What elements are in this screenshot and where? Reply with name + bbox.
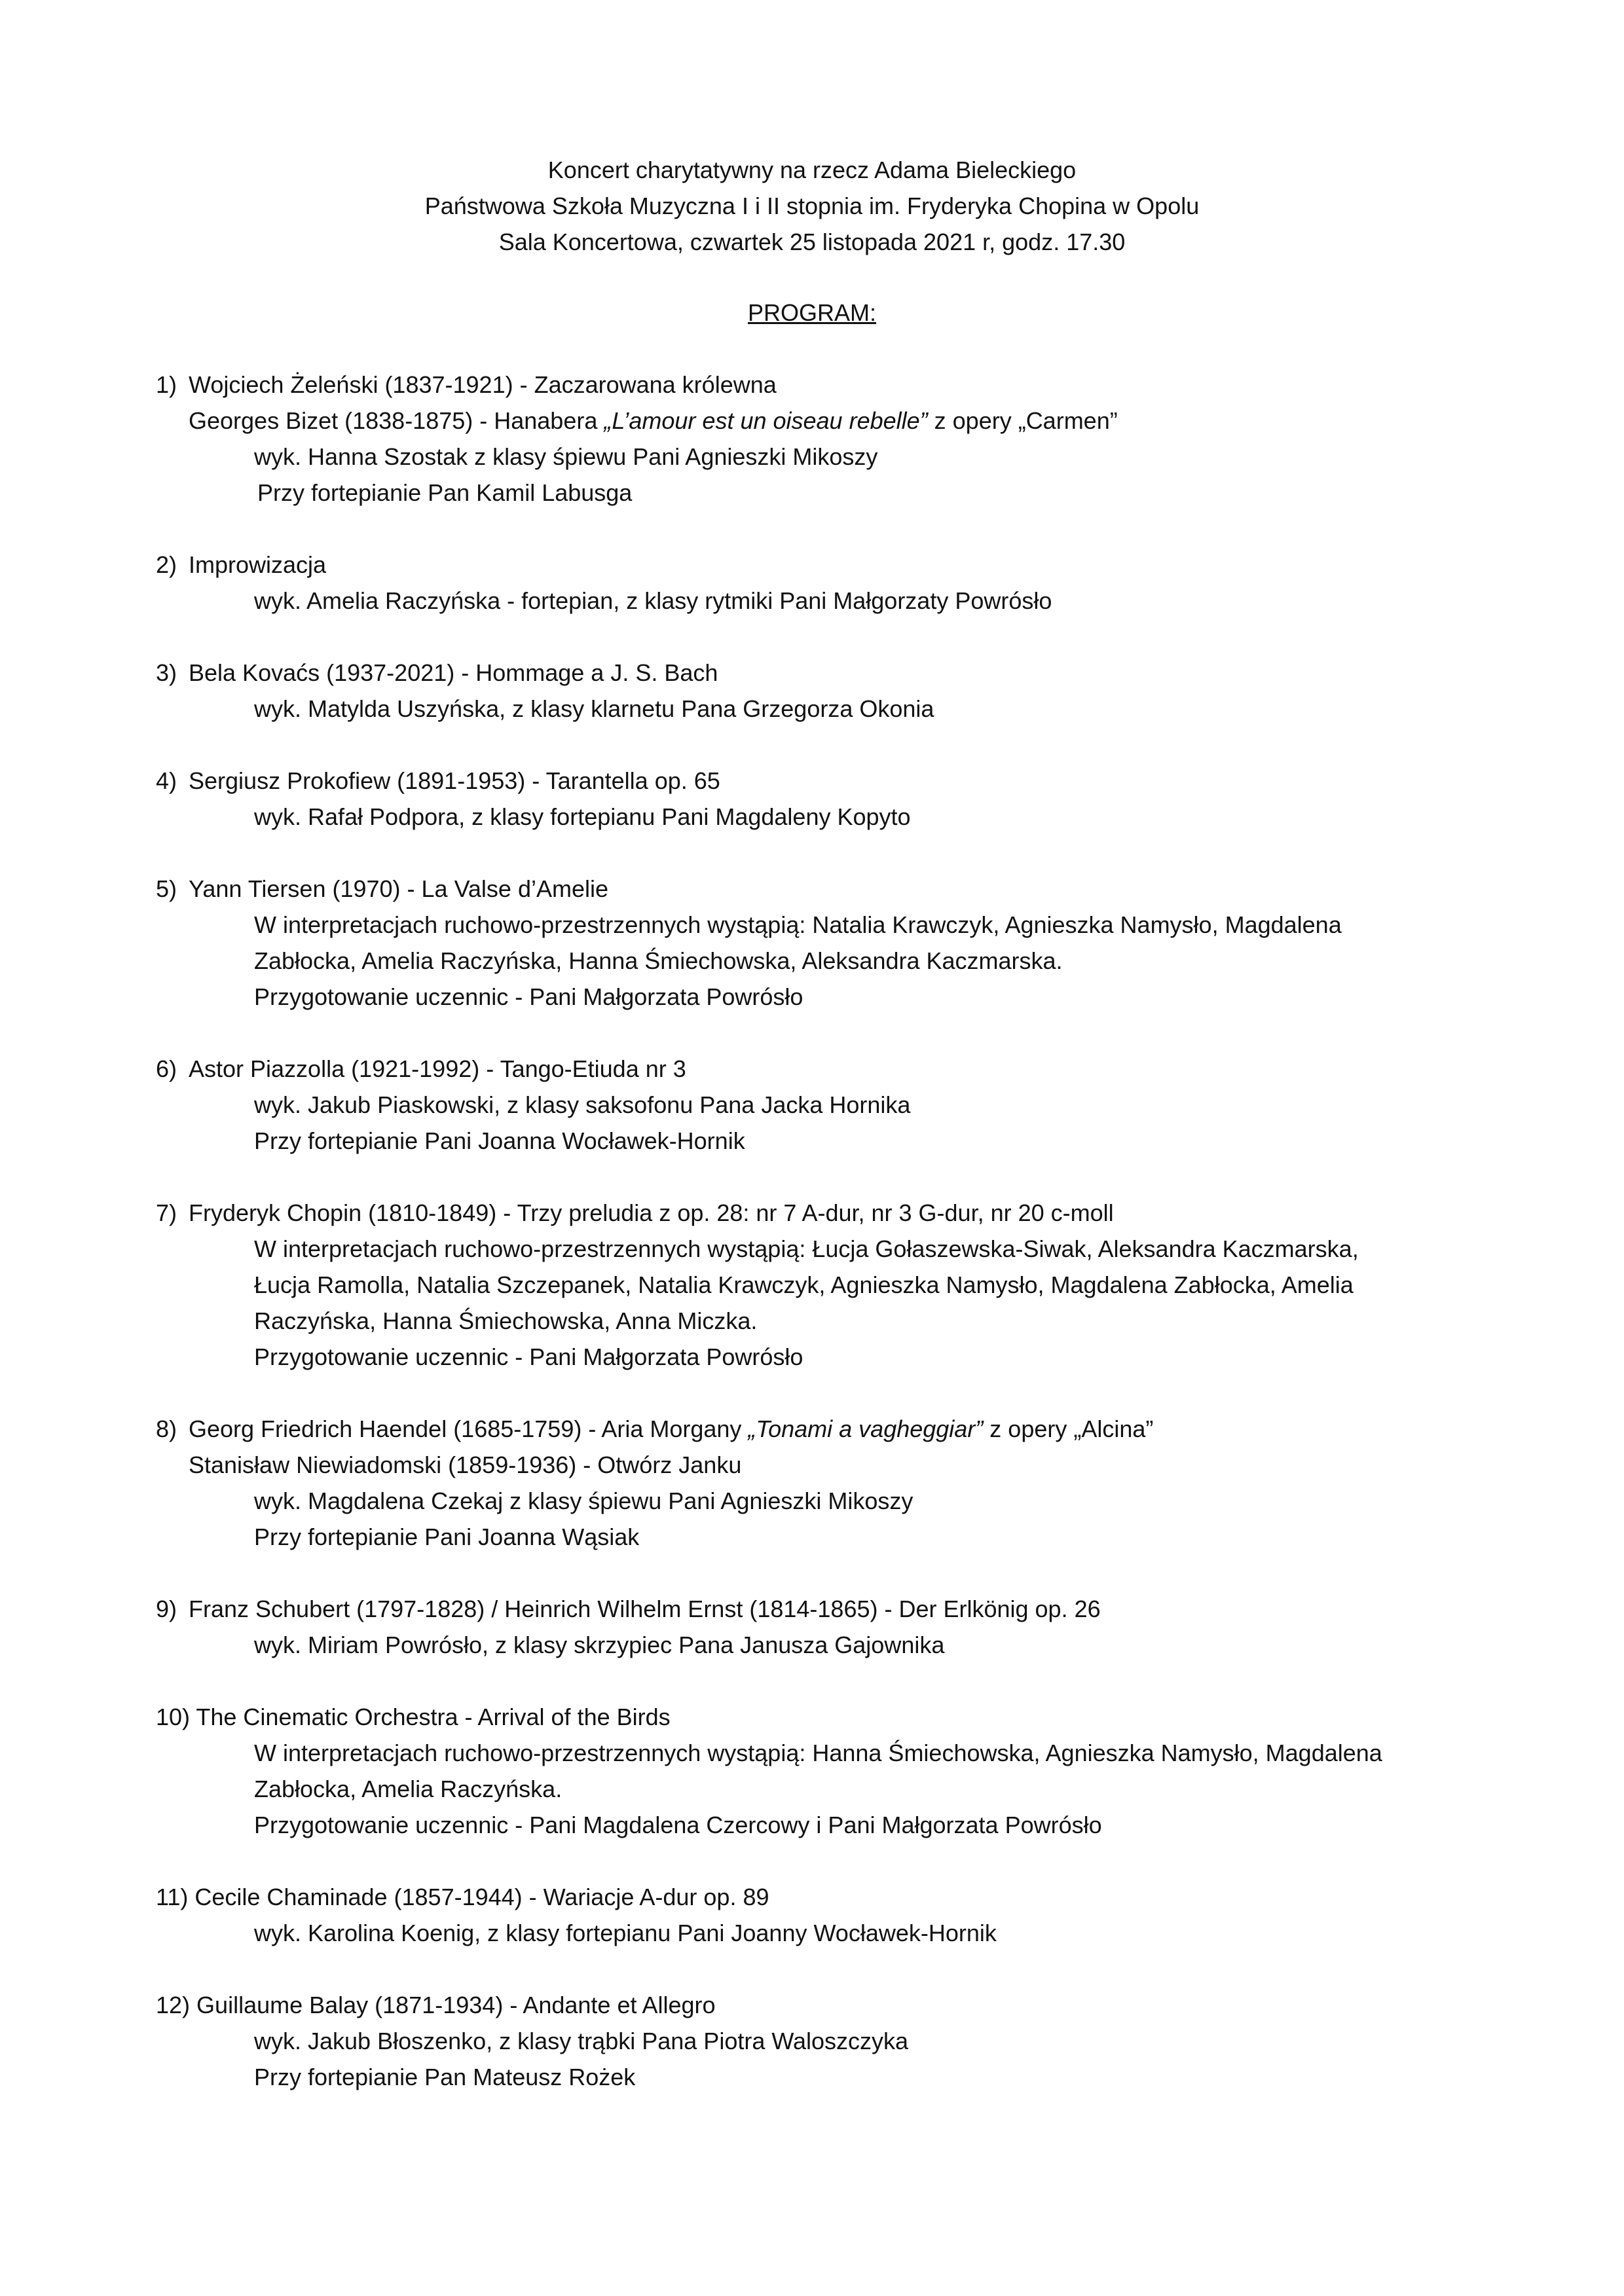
program-item-4 <box>156 763 1518 835</box>
accompanist-line: Przy fortepianie Pan Kamil Labusga <box>257 479 633 506</box>
program-title: PROGRAM: <box>747 299 876 326</box>
piece-title: Wojciech Żeleński (1837-1921) - Zaczarowana królewna <box>189 371 777 398</box>
item-number: 4) <box>156 767 177 794</box>
piece-title: Improwizacja <box>189 551 327 578</box>
performer-line: wyk. Jakub Błoszenko, z klasy trąbki Pana Piotra Waloszczyka <box>254 2028 909 2054</box>
piece-title: Astor Piazzolla (1921-1992) - Tango-Etiuda nr 3 <box>189 1055 686 1082</box>
description-line: Łucja Ramolla, Natalia Szczepanek, Natalia Krawczyk, Agnieszka Namysło, Magdalena Zabłocka, Amelia <box>254 1271 1354 1298</box>
description-line: W interpretacjach ruchowo-przestrzennych wystąpią: Hanna Śmiechowska, Agnieszka Namysło, Magdalena <box>254 1740 1382 1766</box>
concert-header <box>0 152 1624 260</box>
item-number: 5) <box>156 875 177 902</box>
preparation-line: Przygotowanie uczennic - Pani Małgorzata Powrósło <box>254 1343 803 1370</box>
accompanist-line: Przy fortepianie Pan Mateusz Rożek <box>254 2064 636 2090</box>
program-item-12 <box>156 1987 1518 2095</box>
piece-title: Guillaume Balay (1871-1934) - Andante et Allegro <box>196 1992 716 2018</box>
program-list <box>156 367 1518 2131</box>
piece-title: Georges Bizet (1838-1875) - Hanabera <box>189 407 604 434</box>
performer-line: wyk. Rafał Podpora, z klasy fortepianu Pani Magdaleny Kopyto <box>254 803 911 830</box>
description-line: Raczyńska, Hanna Śmiechowska, Anna Miczka. <box>254 1307 758 1334</box>
piece-title: Stanisław Niewiadomski (1859-1936) - Otwórz Janku <box>189 1451 742 1478</box>
item-number: 3) <box>156 659 177 686</box>
program-item-5 <box>156 871 1518 1015</box>
description-line: W interpretacjach ruchowo-przestrzennych wystąpią: Łucja Gołaszewska-Siwak, Aleksandra Kaczmarska, <box>254 1235 1359 1262</box>
description-line: W interpretacjach ruchowo-przestrzennych wystąpią: Natalia Krawczyk, Agnieszka Namysło, Magdalena <box>254 911 1342 938</box>
performer-line: wyk. Amelia Raczyńska - fortepian, z klasy rytmiki Pani Małgorzaty Powrósło <box>254 587 1052 614</box>
item-number: 11) <box>156 1884 189 1910</box>
program-item-3 <box>156 655 1518 727</box>
item-number: 10) <box>156 1704 191 1730</box>
program-item-2 <box>156 547 1518 619</box>
piece-title: Cecile Chaminade (1857-1944) - Wariacje A-dur op. 89 <box>194 1884 769 1910</box>
aria-title: „Tonami a vagheggiar” <box>748 1415 984 1442</box>
piece-title: Sergiusz Prokofiew (1891-1953) - Tarantella op. 65 <box>189 767 720 794</box>
performer-line: wyk. Miriam Powrósło, z klasy skrzypiec Pana Janusza Gajownika <box>254 1631 945 1658</box>
concert-title: Koncert charytatywny na rzecz Adama Bieleckiego <box>547 156 1077 183</box>
piece-title: Fryderyk Chopin (1810-1849) - Trzy preludia z op. 28: nr 7 A-dur, nr 3 G-dur, nr 20 c-moll <box>189 1199 1114 1226</box>
piece-title: The Cinematic Orchestra - Arrival of the Birds <box>196 1704 671 1730</box>
program-item-11 <box>156 1879 1518 1951</box>
program-item-9 <box>156 1591 1518 1663</box>
program-item-8 <box>156 1411 1518 1555</box>
item-number: 9) <box>156 1595 177 1622</box>
opera-name: z opery „Alcina” <box>983 1415 1154 1442</box>
venue-date: Sala Koncertowa, czwartek 25 listopada 2021 r, godz. 17.30 <box>498 228 1126 255</box>
performer-line: wyk. Matylda Uszyńska, z klasy klarnetu Pana Grzegorza Okonia <box>254 695 934 722</box>
description-line: Zabłocka, Amelia Raczyńska, Hanna Śmiechowska, Aleksandra Kaczmarska. <box>254 947 1063 974</box>
accompanist-line: Przy fortepianie Pani Joanna Wocławek-Hornik <box>254 1127 745 1154</box>
performer-line: wyk. Karolina Koenig, z klasy fortepianu Pani Joanny Wocławek-Hornik <box>254 1920 997 1946</box>
preparation-line: Przygotowanie uczennic - Pani Magdalena Czercowy i Pani Małgorzata Powrósło <box>254 1812 1102 1838</box>
item-number: 1) <box>156 371 177 398</box>
preparation-line: Przygotowanie uczennic - Pani Małgorzata Powrósło <box>254 983 803 1010</box>
item-number: 12) <box>156 1992 191 2018</box>
performer-line: wyk. Magdalena Czekaj z klasy śpiewu Pani Agnieszki Mikoszy <box>254 1487 913 1514</box>
performer-line: wyk. Hanna Szostak z klasy śpiewu Pani Agnieszki Mikoszy <box>254 443 878 470</box>
item-number: 2) <box>156 551 177 578</box>
program-item-6 <box>156 1051 1518 1159</box>
aria-title: „L’amour est un oiseau rebelle” <box>604 407 928 434</box>
performer-line: wyk. Jakub Piaskowski, z klasy saksofonu Pana Jacka Hornika <box>254 1091 911 1118</box>
piece-title: Yann Tiersen (1970) - La Valse d’Amelie <box>189 875 609 902</box>
school-name: Państwowa Szkoła Muzyczna I i II stopnia im. Fryderyka Chopina w Opolu <box>424 192 1200 219</box>
description-line: Zabłocka, Amelia Raczyńska. <box>254 1776 563 1802</box>
program-item-1 <box>156 367 1518 511</box>
item-number: 6) <box>156 1055 177 1082</box>
piece-title: Georg Friedrich Haendel (1685-1759) - Aria Morgany <box>189 1415 748 1442</box>
piece-title: Franz Schubert (1797-1828) / Heinrich Wilhelm Ernst (1814-1865) - Der Erlkönig op. 26 <box>189 1595 1101 1622</box>
accompanist-line: Przy fortepianie Pani Joanna Wąsiak <box>254 1523 640 1550</box>
opera-name: z opery „Carmen” <box>927 407 1118 434</box>
item-number: 8) <box>156 1415 177 1442</box>
piece-title: Bela Kovaćs (1937-2021) - Hommage a J. S. Bach <box>189 659 718 686</box>
program-item-10 <box>156 1699 1518 1843</box>
program-item-7 <box>156 1195 1518 1375</box>
item-number: 7) <box>156 1199 177 1226</box>
